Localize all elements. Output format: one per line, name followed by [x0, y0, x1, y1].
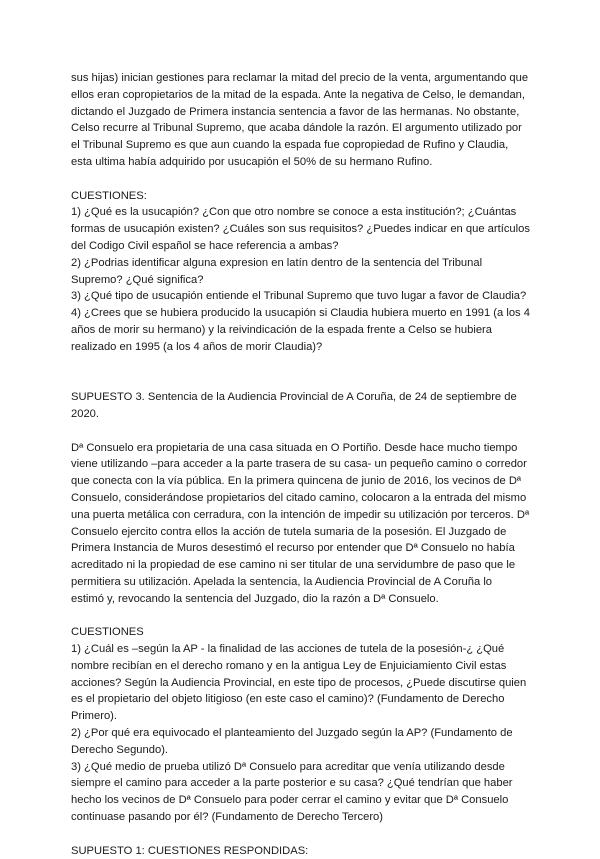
supuesto-3-title [71, 389, 531, 423]
question-line: Derecho Segundo). [71, 743, 169, 756]
question-line: es el propietario del objeto litigioso (en este caso el camino)? (Fundamento de Derecho [71, 693, 505, 706]
text-line: ellos eran copropietarios de la mitad de la espada. Ante la negativa de Celso, le demandan, [71, 88, 526, 101]
text-line: viene utilizando –para acceder a la parte trasera de su casa- un pequeño camino o corredor [71, 458, 527, 471]
cuestiones-section-1 [71, 188, 531, 356]
spacer [71, 171, 531, 188]
question-line: nombre recibían en el derecho romano y en la antigua Ley de Enjuiciamiento Civil estas [71, 659, 507, 672]
question-line: Primero). [71, 710, 117, 723]
text-line: Celso recurre al Tribunal Supremo, que acaba dándole la razón. El argumento utilizado por [71, 122, 522, 135]
question-line: formas de usucapión existen? ¿Cuáles son sus requisitos? ¿Puedes indicar en que artículos [71, 223, 530, 236]
text-line: Consuelo ejercito contra ellos la acción de tutela sumaria de la posesión. El Juzgado de [71, 525, 507, 538]
question-line: acciones? Según la Audiencia Provincial, en este tipo de procesos, ¿Puede discutirse quien [71, 676, 527, 689]
text-line: acreditado ni la propiedad de ese camino ni ser titular de una servidumbre de paso que le [71, 559, 516, 572]
question-line: 2) ¿Podrias identificar alguna expresion en latín dentro de la sentencia del Tribunal [71, 256, 483, 269]
text-line: Primera Instancia de Muros desestimó el recurso por entender que Dª Consuelo no había [71, 542, 515, 555]
question-line: realizado en 1995 (a los 4 años de morir Claudia)? [71, 340, 323, 353]
question-line: siempre el camino para acceder a la parte posterior e su casa? ¿Qué tendrían que haber [71, 777, 513, 790]
section-title: 2020. [71, 407, 99, 420]
section-heading: CUESTIONES [71, 626, 144, 639]
intro-paragraph [71, 70, 531, 171]
question-line: del Codigo Civil español se hace referencia a ambas? [71, 239, 339, 252]
text-line: el Tribunal Supremo es que aun cuando la espada fue copropiedad de Rufino y Claudia, [71, 139, 509, 152]
text-line: estimó y, revocando la sentencia del Juzgado, dio la razón a Dª Consuelo. [71, 592, 439, 605]
question-line: 1) ¿Cuál es –según la AP - la finalidad de las acciones de tutela de la posesión-¿ ¿Qué [71, 643, 505, 656]
text-line: que conecta con la vía pública. En la primera quincena de junio de 2016, los vecinos de Dª [71, 475, 522, 488]
question-line: 3) ¿Qué medio de prueba utilizó Dª Consuelo para acreditar que venía utilizando desde [71, 760, 505, 773]
supuesto-1-heading: SUPUESTO 1: CUESTIONES RESPONDIDAS: [71, 844, 309, 857]
text-line: esta ultima había adquirido por usucapión el 50% de su hermano Rufino. [71, 155, 433, 168]
text-line: permitiera su utilización. Apelada la sentencia, la Audiencia Provincial de A Coruña lo [71, 575, 493, 588]
question-line: 2) ¿Por qué era equivocado el planteamiento del Juzgado según la AP? (Fundamento de [71, 727, 513, 740]
supuesto-3-body [71, 440, 531, 608]
question-line: Supremo? ¿Qué significa? [71, 273, 204, 286]
section-heading: CUESTIONES: [71, 189, 147, 202]
question-line: 3) ¿Qué tipo de usucapión entiende el Tribunal Supremo que tuvo lugar a favor de Claudia? [71, 290, 527, 303]
question-line: años de morir su hermano) y la reivindicación de la espada frente a Celso se hubiera [71, 323, 493, 336]
text-line: una puerta metálica con cerradura, con la intención de impedir su utilización por terceros. Dª [71, 508, 530, 521]
spacer [71, 423, 531, 440]
text-line: Consuelo, considerándose propietarios del citado camino, colocaron a la entrada del mismo [71, 491, 527, 504]
question-line: hecho los vecinos de Dª Consuelo para poder cerrar el camino y evitar que Dª Consuelo [71, 794, 509, 807]
spacer [71, 608, 531, 625]
text-line: Dª Consuelo era propietaria de una casa situada en O Portiño. Desde hace mucho tiempo [71, 441, 518, 454]
section-title: SUPUESTO 3. Sentencia de la Audiencia Provincial de A Coruña, de 24 de septiembre de [71, 391, 517, 404]
text-line: dictando el Juzgado de Primera instancia sentencia a favor de las hermanas. No obstante, [71, 105, 520, 118]
document-page [71, 70, 531, 859]
question-line: 4) ¿Crees que se hubiera producido la usucapión si Claudia hubiera muerto en 1991 (a los 4 [71, 307, 530, 320]
question-line: continuase pasando por él? (Fundamento de Derecho Tercero) [71, 811, 383, 824]
text-line: sus hijas) inician gestiones para reclamar la mitad del precio de la venta, argumentando que [71, 72, 529, 84]
spacer [71, 826, 531, 843]
question-line: 1) ¿Qué es la usucapión? ¿Con que otro nombre se conoce a esta institución?; ¿Cuántas [71, 206, 517, 219]
cuestiones-section-2 [71, 624, 531, 826]
spacer [71, 356, 531, 390]
